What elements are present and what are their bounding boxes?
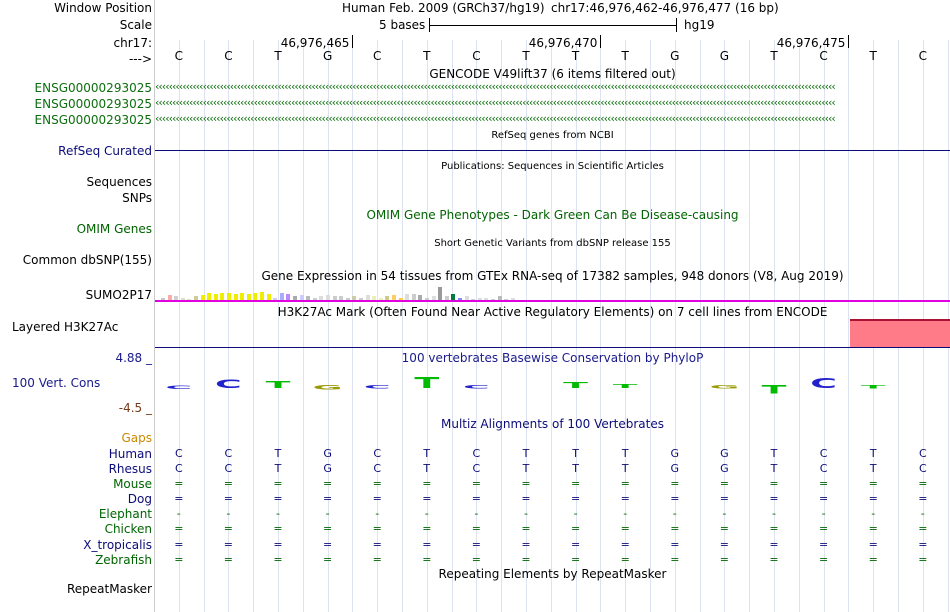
alignment-cell: = <box>769 553 779 566</box>
alignment-cell: T <box>274 447 282 460</box>
common-dbsnp-label[interactable]: Common dbSNP(155) <box>22 253 152 267</box>
gtex-bar[interactable] <box>220 293 224 300</box>
phylop-title: 100 vertebrates Basewise Conservation by PhyloP <box>401 351 704 365</box>
alignment-cell: - <box>672 507 677 520</box>
alignment-cell: = <box>868 522 878 535</box>
h3k27ac-signal[interactable] <box>850 319 950 347</box>
ruler-tick <box>848 35 849 48</box>
alignment-cell: = <box>174 538 184 551</box>
alignment-cell: = <box>372 477 382 490</box>
alignment-cell: = <box>570 522 581 535</box>
alignment-cell: T <box>423 447 431 460</box>
phylop-letter: T <box>761 383 787 397</box>
alignment-cell: = <box>223 492 233 505</box>
base-letter: T <box>770 49 778 63</box>
alignment-cell: T <box>770 447 778 460</box>
alignment-cell: = <box>868 553 878 566</box>
alignment-cell: = <box>273 492 283 505</box>
gtex-bars[interactable] <box>155 284 950 300</box>
species-rhesus-label[interactable]: Rhesus <box>108 462 152 476</box>
gene-feature[interactable]: ‹‹‹‹‹‹‹‹‹‹‹‹‹‹‹‹‹‹‹‹‹‹‹‹‹‹‹‹‹‹‹‹‹‹‹‹‹‹‹‹‹‹‹‹‹‹‹‹‹‹‹‹‹‹‹‹‹‹‹‹‹‹‹‹‹‹‹‹‹‹‹‹‹‹‹‹‹‹‹‹‹‹‹‹‹‹‹‹‹‹‹‹‹‹‹‹‹‹‹‹‹‹‹‹‹‹‹‹‹‹‹‹‹‹‹‹‹‹‹‹‹‹‹‹‹‹‹‹‹‹‹‹‹‹‹‹‹‹‹‹‹‹‹‹‹‹‹‹‹‹‹‹‹‹‹‹‹‹‹‹‹‹‹‹‹‹‹‹‹‹‹‹‹‹‹‹‹‹‹‹‹‹‹‹‹‹‹‹‹‹‹‹‹‹‹‹‹‹‹‹ <box>155 80 835 93</box>
gtex-bar[interactable] <box>227 293 231 300</box>
alignment-cell: - <box>920 507 925 520</box>
phylop-letter: C <box>363 384 391 390</box>
alignment-cell: = <box>471 538 481 551</box>
alignment-cell: = <box>372 553 382 566</box>
ruler-tick-label: 46,976,465 <box>280 36 350 50</box>
alignment-cell: - <box>573 507 578 520</box>
alignment-cell: = <box>471 553 481 566</box>
gene-label[interactable]: ENSG00000293025 <box>34 113 152 127</box>
base-letter: G <box>322 49 333 63</box>
alignment-cell: = <box>570 538 581 551</box>
track-area[interactable] <box>155 0 950 612</box>
refseq-title: RefSeq genes from NCBI <box>491 130 614 141</box>
rmsk-title: Repeating Elements by RepeatMasker <box>438 567 667 581</box>
alignment-cell: = <box>818 538 829 551</box>
species-xtropicalis-label[interactable]: X_tropicalis <box>83 538 152 552</box>
alignment-cell: C <box>819 447 828 460</box>
gaps-label[interactable]: Gaps <box>121 431 152 445</box>
alignment-cell: = <box>471 492 481 505</box>
alignment-cell: = <box>322 538 333 551</box>
alignment-cell: - <box>821 507 826 520</box>
gencode-title: GENCODE V49lift37 (6 items filtered out) <box>429 67 676 81</box>
chrom-label: chr17: <box>113 36 152 50</box>
alignment-cell: C <box>174 447 183 460</box>
alignment-cell: = <box>570 553 581 566</box>
alignment-cell: - <box>623 507 628 520</box>
strand-label: ---> <box>128 52 152 66</box>
alignment-cell: = <box>223 477 233 490</box>
gene-feature[interactable]: ‹‹‹‹‹‹‹‹‹‹‹‹‹‹‹‹‹‹‹‹‹‹‹‹‹‹‹‹‹‹‹‹‹‹‹‹‹‹‹‹‹‹‹‹‹‹‹‹‹‹‹‹‹‹‹‹‹‹‹‹‹‹‹‹‹‹‹‹‹‹‹‹‹‹‹‹‹‹‹‹‹‹‹‹‹‹‹‹‹‹‹‹‹‹‹‹‹‹‹‹‹‹‹‹‹‹‹‹‹‹‹‹‹‹‹‹‹‹‹‹‹‹‹‹‹‹‹‹‹‹‹‹‹‹‹‹‹‹‹‹‹‹‹‹‹‹‹‹‹‹‹‹‹‹‹‹‹‹‹‹‹‹‹‹‹‹‹‹‹‹‹‹‹‹‹‹‹‹‹‹‹‹‹‹‹‹‹‹‹‹‹‹‹‹‹‹‹‹‹‹ <box>155 96 835 109</box>
gtex-title: Gene Expression in 54 tissues from GTEx RNA-seq of 17382 samples, 948 donors (V8, Aug 2019) <box>261 269 844 283</box>
phylop-letter: T <box>563 381 589 391</box>
alignment-cell: = <box>471 477 481 490</box>
alignment-cell: = <box>273 538 283 551</box>
alignment-cell: C <box>472 462 481 475</box>
phylop-letter: T <box>612 382 638 390</box>
alignment-cell: C <box>224 447 233 460</box>
alignment-cell: = <box>918 522 928 535</box>
base-letter: T <box>274 49 282 63</box>
scale-bar <box>429 18 677 32</box>
phylop-letter: C <box>165 384 193 391</box>
alignment-cell: = <box>174 553 184 566</box>
ruler-tick <box>352 35 353 48</box>
alignment-cell: = <box>372 492 382 505</box>
alignment-cell: = <box>322 522 333 535</box>
alignment-cell: G <box>323 447 332 460</box>
species-mouse-label[interactable]: Mouse <box>113 477 152 491</box>
alignment-cell: = <box>769 492 779 505</box>
position-readout: chr17:46,976,462-46,976,477 (16 bp) <box>551 1 779 15</box>
base-letter: C <box>174 49 183 63</box>
gtex-bar[interactable] <box>438 287 442 300</box>
alignment-cell: = <box>322 492 333 505</box>
ruler-tick-label: 46,976,470 <box>528 36 598 50</box>
phylop-letter: C <box>215 377 242 392</box>
species-chicken-label[interactable]: Chicken <box>104 522 152 536</box>
sequences-label[interactable]: Sequences <box>86 175 152 189</box>
alignment-cell: - <box>474 507 479 520</box>
base-letter: C <box>472 49 481 63</box>
alignment-cell: T <box>423 462 431 475</box>
refseq-label[interactable]: RefSeq Curated <box>58 144 152 158</box>
alignment-cell: G <box>720 462 729 475</box>
alignment-cell: G <box>720 447 729 460</box>
alignment-cell: = <box>174 522 184 535</box>
alignment-cell: = <box>422 477 432 490</box>
alignment-cell: = <box>918 492 928 505</box>
gtex-bar[interactable] <box>253 293 257 300</box>
alignment-cell: = <box>818 492 829 505</box>
phylop-label[interactable]: 100 Vert. Cons <box>12 376 101 390</box>
ruler-tick-label: 46,976,475 <box>776 36 846 50</box>
alignment-cell: = <box>769 477 779 490</box>
alignment-cell: - <box>772 507 776 520</box>
alignment-cell: C <box>819 462 828 475</box>
alignment-cell: G <box>670 447 680 460</box>
omim-label[interactable]: OMIM Genes <box>76 222 152 236</box>
alignment-cell: = <box>223 553 233 566</box>
alignment-cell: T <box>869 462 877 475</box>
alignment-cell: = <box>620 477 630 490</box>
gtex-bar[interactable] <box>207 293 211 300</box>
alignment-cell: C <box>472 447 481 460</box>
scale-db: hg19 <box>684 18 715 32</box>
multiz-title: Multiz Alignments of 100 Vertebrates <box>440 417 665 431</box>
alignment-cell: = <box>273 477 283 490</box>
alignment-cell: = <box>521 553 531 566</box>
phylop-letter: G <box>709 384 740 390</box>
snps-label[interactable]: SNPs <box>122 191 152 205</box>
alignment-cell: - <box>722 507 727 520</box>
alignment-cell: = <box>868 477 878 490</box>
alignment-cell: T <box>274 462 282 475</box>
alignment-cell: = <box>471 522 481 535</box>
base-letter: G <box>719 49 730 63</box>
alignment-cell: T <box>621 462 629 475</box>
base-letter: T <box>621 49 629 63</box>
species-zebrafish-label[interactable]: Zebrafish <box>95 553 152 567</box>
gtex-baseline <box>155 300 950 302</box>
assembly-title: Human Feb. 2009 (GRCh37/hg19) <box>342 1 545 15</box>
h3k27ac-label[interactable]: Layered H3K27Ac <box>12 320 119 334</box>
base-letter: T <box>869 49 877 63</box>
alignment-cell: = <box>521 538 531 551</box>
alignment-cell: G <box>670 462 680 475</box>
phylop-letter: C <box>810 376 837 392</box>
alignment-cell: - <box>226 507 231 520</box>
sumo-label[interactable]: SUMO2P17 <box>85 288 152 302</box>
species-human-label[interactable]: Human <box>108 447 152 461</box>
alignment-cell: = <box>322 477 333 490</box>
alignment-cell: = <box>422 522 432 535</box>
phylop-letter: C <box>463 384 490 390</box>
alignment-cell: T <box>522 462 530 475</box>
alignment-cell: T <box>869 447 877 460</box>
alignment-cell: = <box>670 492 680 505</box>
refseq-feature[interactable] <box>155 150 950 151</box>
alignment-cell: = <box>818 553 829 566</box>
alignment-cell: = <box>372 538 382 551</box>
base-letter: C <box>918 49 927 63</box>
alignment-cell: = <box>818 477 829 490</box>
window-position-label: Window Position <box>54 1 152 15</box>
base-letter: T <box>423 49 431 63</box>
gtex-bar[interactable] <box>260 292 264 300</box>
alignment-cell: = <box>719 477 729 490</box>
alignment-cell: T <box>621 447 629 460</box>
alignment-cell: = <box>422 553 432 566</box>
alignment-cell: - <box>325 507 330 520</box>
alignment-cell: = <box>620 553 630 566</box>
alignment-cell: = <box>868 492 878 505</box>
base-letter: C <box>819 49 828 63</box>
alignment-cell: = <box>223 522 233 535</box>
alignment-cell: T <box>572 462 579 475</box>
alignment-cell: T <box>770 462 778 475</box>
alignment-cell: = <box>918 538 928 551</box>
alignment-cell: = <box>223 538 233 551</box>
alignment-cell: = <box>620 492 630 505</box>
alignment-cell: = <box>918 553 928 566</box>
phylop-letter: T <box>414 374 440 392</box>
gene-feature[interactable]: ‹‹‹‹‹‹‹‹‹‹‹‹‹‹‹‹‹‹‹‹‹‹‹‹‹‹‹‹‹‹‹‹‹‹‹‹‹‹‹‹‹‹‹‹‹‹‹‹‹‹‹‹‹‹‹‹‹‹‹‹‹‹‹‹‹‹‹‹‹‹‹‹‹‹‹‹‹‹‹‹‹‹‹‹‹‹‹‹‹‹‹‹‹‹‹‹‹‹‹‹‹‹‹‹‹‹‹‹‹‹‹‹‹‹‹‹‹‹‹‹‹‹‹‹‹‹‹‹‹‹‹‹‹‹‹‹‹‹‹‹‹‹‹‹‹‹‹‹‹‹‹‹‹‹‹‹‹‹‹‹‹‹‹‹‹‹‹‹‹‹‹‹‹‹‹‹‹‹‹‹‹‹‹‹‹‹‹‹‹‹‹‹‹‹‹‹‹‹‹‹ <box>155 112 835 125</box>
alignment-cell: - <box>276 507 280 520</box>
alignment-cell: = <box>719 553 729 566</box>
alignment-cell: - <box>424 507 429 520</box>
alignment-cell: C <box>918 462 927 475</box>
alignment-cell: = <box>273 553 283 566</box>
alignment-cell: = <box>372 522 382 535</box>
gtex-bar[interactable] <box>280 293 284 300</box>
alignment-cell: = <box>670 553 680 566</box>
alignment-cell: - <box>375 507 380 520</box>
gene-label[interactable]: ENSG00000293025 <box>34 97 152 111</box>
dbsnp-title: Short Genetic Variants from dbSNP release 155 <box>434 238 671 249</box>
alignment-cell: C <box>224 462 233 475</box>
alignment-cell: - <box>524 507 528 520</box>
alignment-cell: = <box>422 538 432 551</box>
alignment-cell: C <box>373 447 382 460</box>
gene-label[interactable]: ENSG00000293025 <box>34 81 152 95</box>
alignment-cell: = <box>273 522 283 535</box>
h3k27ac-baseline <box>155 347 950 348</box>
alignment-cell: = <box>570 477 581 490</box>
phylop-min-label: -4.5 _ <box>118 401 152 415</box>
alignment-cell: = <box>670 538 680 551</box>
h3k27ac-title: H3K27Ac Mark (Often Found Near Active Regulatory Elements) on 7 cell lines from ENCODE <box>277 305 828 319</box>
alignment-cell: T <box>572 447 579 460</box>
alignment-cell: = <box>670 522 680 535</box>
alignment-cell: = <box>818 522 829 535</box>
phylop-letter: T <box>860 384 886 390</box>
alignment-cell: = <box>620 522 630 535</box>
alignment-cell: - <box>176 507 181 520</box>
track-labels <box>0 0 154 612</box>
alignment-cell: C <box>373 462 382 475</box>
alignment-cell: = <box>422 492 432 505</box>
alignment-cell: = <box>521 522 531 535</box>
alignment-cell: = <box>670 477 680 490</box>
alignment-cell: = <box>521 492 531 505</box>
alignment-cell: G <box>323 462 332 475</box>
alignment-cell: = <box>322 553 333 566</box>
omim-title: OMIM Gene Phenotypes - Dark Green Can Be Disease-causing <box>366 208 739 222</box>
alignment-cell: = <box>570 492 581 505</box>
repeatmasker-label[interactable]: RepeatMasker <box>66 582 152 596</box>
phylop-logo[interactable] <box>155 368 950 408</box>
alignment-cell: = <box>918 477 928 490</box>
alignment-cell: = <box>620 538 630 551</box>
alignment-cell: - <box>871 507 876 520</box>
alignment-cell: = <box>769 538 779 551</box>
alignment-cell: = <box>719 538 729 551</box>
alignment-cell: = <box>521 477 531 490</box>
gtex-bar[interactable] <box>240 293 244 300</box>
alignment-cell: = <box>174 477 184 490</box>
alignment-cell: T <box>522 447 530 460</box>
ruler-tick <box>600 35 601 48</box>
phylop-letter: G <box>312 384 343 392</box>
alignment-cell: C <box>918 447 927 460</box>
pubs-title: Publications: Sequences in Scientific Articles <box>441 161 664 172</box>
phylop-max-label: 4.88 _ <box>115 351 152 365</box>
base-letter: C <box>372 49 382 63</box>
alignment-cell: = <box>868 538 878 551</box>
species-dog-label[interactable]: Dog <box>127 492 152 506</box>
base-letter: C <box>224 49 233 63</box>
alignment-cell: = <box>719 492 729 505</box>
base-letter: T <box>522 49 530 63</box>
species-elephant-label[interactable]: Elephant <box>98 507 152 521</box>
scale-text: 5 bases <box>379 18 426 32</box>
alignment-cell: C <box>174 462 183 475</box>
alignment-cell: = <box>174 492 184 505</box>
alignment-cell: = <box>719 522 729 535</box>
base-letter: T <box>571 49 580 63</box>
scale-label: Scale <box>119 18 152 32</box>
phylop-letter: T <box>265 379 291 391</box>
base-letter: G <box>670 49 680 63</box>
alignment-cell: = <box>769 522 779 535</box>
